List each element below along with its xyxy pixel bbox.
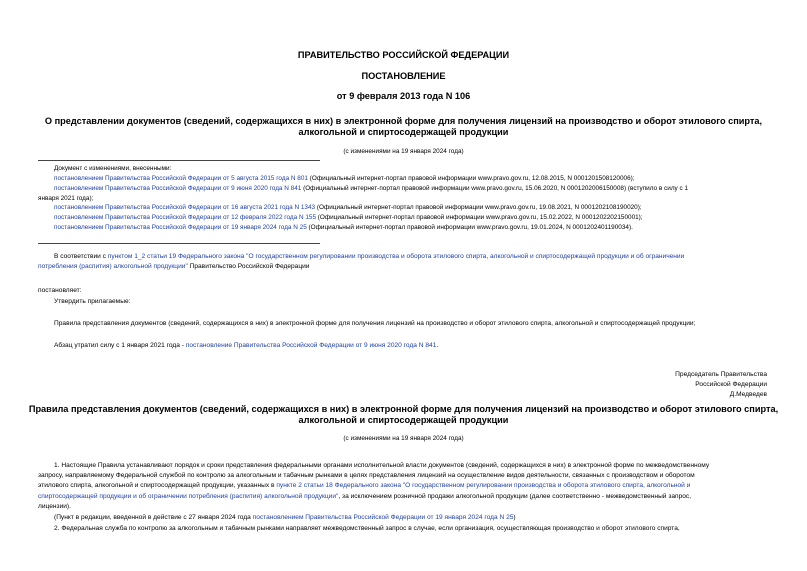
document-date-number: от 9 февраля 2013 года N 106 — [336, 91, 471, 101]
amendment-item — [38, 174, 773, 184]
rules-paragraph-1 — [38, 461, 771, 512]
p1-line: запросу, направляемому Федеральной службой по контролю за алкогольным и табачным рынками в целях представления лицензий на осуществление видов деятельности, связанных с производством и оборотом — [38, 472, 695, 480]
amendment-link[interactable]: постановлением Правительства Российской Федерации от 12 февраля 2022 года N 155 — [54, 214, 317, 222]
lost-force-link[interactable]: постановление Правительства Российской Федерации от 9 июня 2020 года N 841 — [185, 342, 437, 349]
p1-line-text: , за исключением розничной продажи алкогольной продукции (далее соответственно - межведомственный запрос, — [338, 492, 692, 500]
amendment-source: (Официальный интернет-портал правовой информации www.pravo.gov.ru, 19.08.2021, N 0001202108190020); — [315, 204, 642, 212]
preamble — [38, 252, 769, 272]
amendment-item — [38, 213, 773, 223]
edition-note-text: (Пункт в редакции, введенной в действие с 27 января 2024 года — [54, 514, 253, 521]
lost-force-paragraph — [54, 341, 774, 351]
revision-note: (с изменениями на 19 января 2024 года) — [343, 148, 464, 155]
amendment-item — [38, 203, 773, 213]
government-name: ПРАВИТЕЛЬСТВО РОССИЙСКОЙ ФЕДЕРАЦИИ — [297, 50, 510, 60]
preamble-text-end: Правительство Российской Федерации — [187, 263, 310, 271]
amendment-item — [38, 194, 773, 204]
amendments-list — [38, 174, 773, 233]
rules-revision-note: (с изменениями на 19 января 2024 года) — [343, 435, 464, 442]
federal-law-link-cont[interactable]: потребления (распития) алкогольной продукции" — [38, 263, 188, 271]
amendment-source: (Официальный интернет-портал правовой информации www.pravo.gov.ru, 19.01.2024, N 0001202401190034). — [306, 223, 633, 231]
amendment-source: (Официальный интернет-портал правовой информации www.pravo.gov.ru, 15.06.2020, N 0001202006150008) (вступило в силу с 1 — [301, 184, 689, 192]
rules-title-line1: Правила представления документов (сведений, содержащихся в них) в электронной форме для получения лицензий на производство и оборот этилового спирта, — [28, 404, 779, 414]
p1-line: 1. Настоящие Правила устанавливают порядок и сроки представления федеральными органами исполнительной власти документов (сведений, содержащихся в них) в электронной форме по межведомственному — [54, 462, 710, 469]
edition-note-end: ) — [513, 514, 516, 521]
amendment-source: (Официальный интернет-портал правовой информации www.pravo.gov.ru, 12.08.2015, N 0001201508120006); — [307, 175, 635, 182]
signature-block — [467, 370, 767, 401]
edition-note-link[interactable]: постановлением Правительства Российской Федерации от 19 января 2024 года N 25 — [252, 514, 514, 521]
lost-force-text: Абзац утратил силу с 1 января 2021 года - — [54, 342, 186, 349]
amendments-top-rule — [38, 160, 320, 161]
preamble-text: В соответствии с — [54, 253, 108, 260]
rules-item: Правила представления документов (сведений, содержащихся в них) в электронной форме для получения лицензий на производство и оборот этилового спирта, алкогольной и спиртосодержащей продукции; — [54, 320, 696, 327]
amendment-source: января 2021 года); — [38, 194, 94, 202]
federal-law-link[interactable]: пунктом 1_2 статьи 19 Федерального закона "О государственном регулировании производства и оборота этилового спирта, алкогольной и спиртосодержащей продукции и об ограничении — [107, 253, 685, 260]
amendment-link[interactable]: постановлением Правительства Российской Федерации от 9 июня 2020 года N 841 — [54, 184, 302, 192]
amendment-item — [38, 223, 773, 233]
document-title-line2: алкогольной и спиртосодержащей продукции — [298, 127, 509, 137]
signature-country: Российской Федерации — [695, 381, 767, 389]
lost-force-end: . — [436, 342, 439, 349]
edition-note — [54, 513, 774, 523]
approve-text: Утвердить прилагаемые: — [54, 298, 131, 305]
signature-name: Д.Медведев — [729, 391, 767, 399]
signature-title: Председатель Правительства — [675, 371, 767, 378]
federal-law-article-link-cont[interactable]: спиртосодержащей продукции и об ограничении потребления (распития) алкогольной продукции" — [38, 492, 339, 500]
rules-title-line2: алкогольной и спиртосодержащей продукции — [298, 415, 509, 425]
amendment-link[interactable]: постановлением Правительства Российской Федерации от 16 августа 2021 года N 1343 — [54, 204, 316, 212]
amendment-link[interactable]: постановлением Правительства Российской Федерации от 19 января 2024 года N 25 — [54, 223, 307, 231]
document-title-line1: О представлении документов (сведений, содержащихся в них) в электронной форме для получения лицензий на производство и оборот этилового спирта, — [44, 116, 763, 126]
amendments-bottom-rule — [38, 243, 320, 244]
p1-line-text: этилового спирта, алкогольной и спиртосодержащей продукции, указанных в — [38, 482, 277, 490]
amendment-link[interactable]: постановлением Правительства Российской Федерации от 5 августа 2015 года N 801 — [54, 175, 308, 182]
federal-law-article-link[interactable]: пункте 2 статьи 18 Федерального закона "О государственном регулировании производства и оборота этилового спирта, алкогольной и — [276, 482, 691, 490]
document-type: ПОСТАНОВЛЕНИЕ — [361, 71, 446, 81]
amendment-item — [38, 184, 773, 194]
amendments-intro: Документ с изменениями, внесенными: — [54, 165, 172, 172]
p1-line: лицензии). — [38, 502, 71, 510]
rules-paragraph-2: 2. Федеральная служба по контролю за алкогольным и табачным рынками направляет межведомственный запрос в случае, если организация, осуществляющая производство и оборот этилового спирта, — [54, 525, 680, 532]
amendment-source: (Официальный интернет-портал правовой информации www.pravo.gov.ru, 15.02.2022, N 0001202202150001); — [316, 214, 643, 222]
resolves-word: постановляет: — [38, 287, 82, 294]
